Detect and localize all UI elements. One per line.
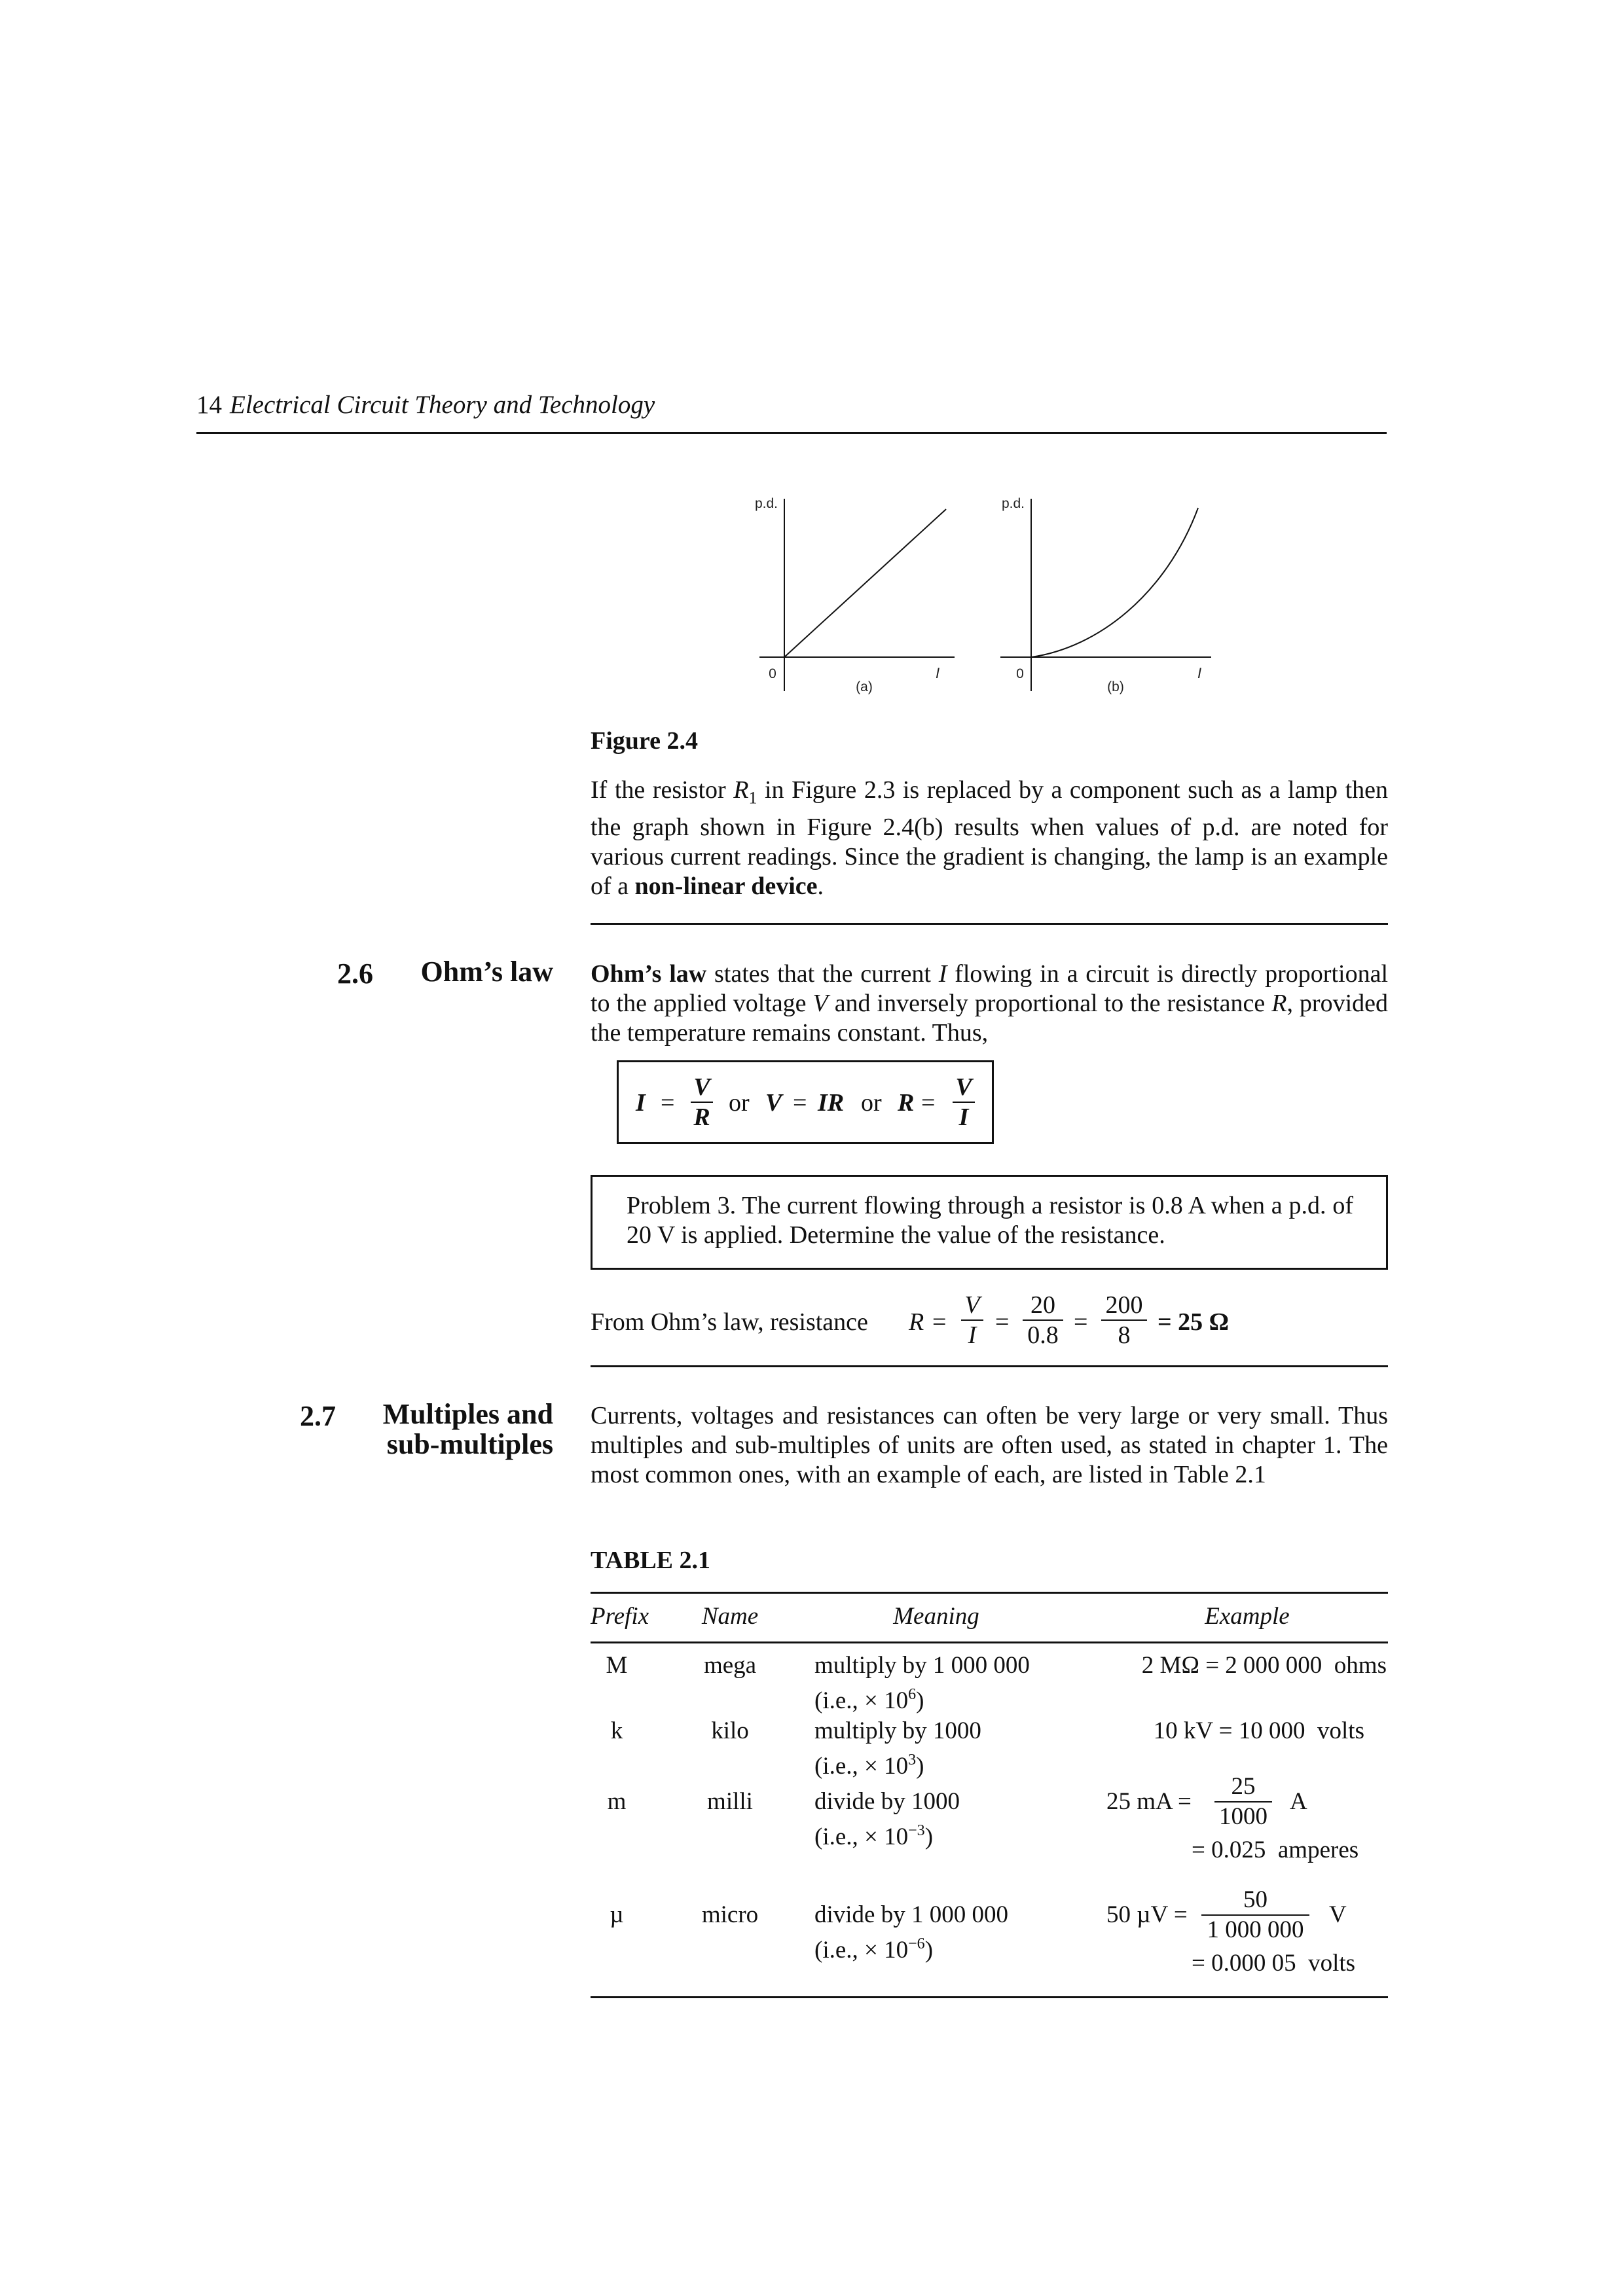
solution-eq-2: =	[995, 1308, 1010, 1336]
table-row-milli-meaning	[814, 1787, 1089, 1852]
table-header-rule	[591, 1641, 1388, 1643]
table-header-name: Name	[701, 1603, 759, 1630]
table-header-prefix: Prefix	[591, 1603, 649, 1630]
graph-b-x-label: I	[1197, 665, 1202, 681]
section-2-7-title	[340, 1399, 553, 1460]
table-top-rule	[591, 1592, 1388, 1594]
table-bottom-rule	[591, 1996, 1388, 1998]
table-row-mega-prefix: M	[606, 1652, 628, 1679]
solution-frac1-num: V	[964, 1291, 980, 1319]
resistor-symbol: R	[733, 776, 749, 804]
solution-frac-20-over-0-8	[1023, 1292, 1063, 1348]
ohms-law-text-b: flowing in a circuit is directly proportional to the applied voltage	[591, 960, 1388, 1017]
formula-I: I	[636, 1089, 646, 1117]
solution-eq-3: =	[1074, 1308, 1088, 1336]
milli-example-unit: A	[1290, 1788, 1307, 1815]
table-row-mega-meaning-2	[814, 1680, 1089, 1715]
formula-fraction-v-over-i	[953, 1074, 975, 1130]
solution-frac3-den: 8	[1118, 1321, 1131, 1349]
formula-IR: IR	[818, 1089, 845, 1117]
solution-frac1-den: I	[968, 1321, 977, 1349]
table-title: TABLE 2.1	[591, 1547, 711, 1574]
table-row-kilo-example: 10 kV = 10 000 volts	[1153, 1717, 1364, 1744]
solution-R: R	[909, 1308, 924, 1336]
var-v: V	[812, 990, 828, 1017]
table-row-mega-example: 2 MΩ = 2 000 000 ohms	[1141, 1652, 1387, 1679]
graph-b	[1000, 496, 1211, 694]
graph-a	[755, 496, 955, 694]
resistor-subscript: 1	[748, 788, 757, 808]
solution-frac-v-over-i	[961, 1292, 983, 1348]
table-row-micro-meaning-1: divide by 1 000 000	[814, 1901, 1008, 1928]
micro-example-line-2: = 0.000 05 volts	[1192, 1950, 1356, 1977]
milli-example-left: 25 mA =	[1106, 1788, 1192, 1815]
solution-frac3-bar	[1101, 1319, 1147, 1321]
formula-frac1-bar	[691, 1102, 713, 1103]
book-title: Electrical Circuit Theory and Technology	[230, 391, 655, 419]
mega-meaning2-text: (i.e., × 10	[814, 1687, 909, 1714]
solution-eq-1: =	[932, 1308, 947, 1336]
table-row-mega-name: mega	[703, 1652, 757, 1679]
multiples-paragraph: Currents, voltages and resistances can often be very large or very small. Thus multiples and sub-multiples of units are often used, as stated in chapter 1. The most common ones, with an example of each, are listed in Table 2.1	[591, 1402, 1388, 1488]
section-2-7-number: 2.7	[300, 1400, 336, 1432]
formula-R: R	[898, 1089, 915, 1117]
formula-frac2-num: V	[955, 1073, 972, 1101]
table-header-example: Example	[1205, 1603, 1290, 1630]
table-row-micro-meaning	[814, 1900, 1089, 1965]
formula-or-1: or	[729, 1089, 750, 1117]
kilo-close: )	[916, 1753, 924, 1780]
graph-b-panel-label: (b)	[1107, 679, 1124, 694]
paragraph-lamp-text-3: .	[817, 872, 824, 900]
milli-exponent: −3	[908, 1822, 925, 1839]
graph-a-linear-line	[784, 509, 946, 657]
micro-frac-den: 1 000 000	[1207, 1916, 1304, 1943]
graph-a-y-label: p.d.	[754, 496, 778, 511]
micro-frac-num: 50	[1243, 1886, 1267, 1913]
micro-close: )	[924, 1937, 934, 1964]
table-row-milli-meaning-2	[814, 1816, 1089, 1852]
formula-frac2-bar	[953, 1102, 975, 1103]
graph-b-y-label: p.d.	[1001, 496, 1025, 511]
formula-eq-1: =	[661, 1089, 675, 1117]
micro-exponent: −6	[908, 1935, 925, 1952]
formula-frac1-num: V	[693, 1073, 710, 1101]
table-row-micro-meaning-2	[814, 1929, 1089, 1965]
milli-meaning2-text: (i.e., × 10	[814, 1823, 909, 1850]
solution-frac2-den: 0.8	[1027, 1321, 1059, 1349]
section-2-6-title: Ohm’s law	[420, 956, 553, 988]
formula-or-2: or	[861, 1089, 882, 1117]
mega-exponent: 6	[908, 1686, 917, 1703]
var-r: R	[1271, 990, 1287, 1017]
table-row-mega-meaning	[814, 1651, 1089, 1715]
table-row-mega-meaning-1: multiply by 1 000 000	[814, 1652, 1030, 1679]
section-2-6-number: 2.6	[337, 958, 373, 990]
table-row-milli-example	[1087, 1770, 1388, 1868]
solution-prefix: From Ohm’s law, resistance	[591, 1308, 868, 1336]
problem-3-text: Problem 3. The current flowing through a resistor is 0.8 A when a p.d. of 20 V is applied. Determine the value of the resistance.	[627, 1192, 1353, 1249]
table-row-micro-name: micro	[701, 1901, 759, 1928]
problem-3-solution	[591, 1283, 1388, 1348]
non-linear-device-term: non-linear device	[634, 872, 818, 900]
micro-meaning2-text: (i.e., × 10	[814, 1937, 909, 1964]
var-i: I	[938, 960, 947, 988]
solution-frac2-num: 20	[1030, 1291, 1055, 1319]
table-row-micro-example	[1087, 1883, 1388, 1981]
ohms-law-term: Ohm’s law	[591, 960, 707, 988]
graph-a-x-label: I	[935, 665, 940, 681]
ohms-law-text-c: and inversely proportional to the resistance	[828, 990, 1272, 1017]
table-row-milli-prefix: m	[607, 1788, 627, 1815]
section-2-7-title-line-2: sub-multiples	[386, 1428, 553, 1460]
page-number: 14	[196, 391, 222, 419]
micro-example-unit: V	[1329, 1901, 1347, 1928]
kilo-exponent: 3	[908, 1751, 917, 1768]
formula-frac1-den: R	[693, 1103, 710, 1131]
table-row-kilo-name: kilo	[711, 1717, 749, 1744]
graph-a-panel-label: (a)	[856, 679, 873, 694]
table-row-milli-name: milli	[707, 1788, 753, 1815]
solution-frac2-bar	[1023, 1319, 1063, 1321]
milli-frac-bar	[1214, 1801, 1272, 1803]
graph-a-origin: 0	[769, 666, 776, 681]
formula-fraction-v-over-r	[691, 1074, 713, 1130]
kilo-meaning2-text: (i.e., × 10	[814, 1753, 909, 1780]
formula-eq-2: =	[793, 1089, 807, 1117]
milli-example-fraction	[1214, 1774, 1272, 1830]
table-row-kilo-meaning	[814, 1716, 1089, 1781]
header-rule	[196, 432, 1387, 434]
formula-frac2-den: I	[958, 1103, 969, 1131]
formula-V: V	[765, 1089, 782, 1117]
milli-frac-num: 25	[1231, 1773, 1256, 1800]
ohms-law-formula-box	[617, 1060, 994, 1144]
micro-example-left: 50 µV =	[1106, 1901, 1188, 1928]
paragraph-lamp-text-1: If the resistor	[591, 776, 734, 804]
table-row-micro-prefix: µ	[610, 1901, 624, 1928]
section-rule-2	[591, 1365, 1388, 1367]
ohms-law-paragraph	[591, 960, 1388, 1048]
solution-frac3-num: 200	[1105, 1291, 1143, 1319]
milli-example-line-2: = 0.025 amperes	[1192, 1837, 1359, 1863]
table-row-kilo-prefix: k	[610, 1717, 623, 1744]
mega-close: )	[916, 1687, 924, 1714]
table-header-meaning: Meaning	[893, 1603, 979, 1630]
ohms-law-text-a: states that the current	[706, 960, 939, 988]
milli-frac-den: 1000	[1219, 1803, 1267, 1830]
micro-frac-bar	[1201, 1914, 1309, 1916]
paragraph-lamp	[591, 776, 1388, 901]
table-row-kilo-meaning-1: multiply by 1000	[814, 1717, 981, 1744]
graph-b-nonlinear-curve	[1031, 508, 1198, 657]
solution-frac-200-over-8	[1101, 1292, 1147, 1348]
figure-graphs	[733, 484, 1244, 733]
table-row-milli-meaning-1: divide by 1000	[814, 1788, 960, 1815]
section-rule	[591, 923, 1388, 925]
formula-eq-3: =	[921, 1089, 936, 1117]
micro-example-fraction	[1201, 1887, 1309, 1943]
ohms-law-text-d: , provided the temperature remains constant. Thus,	[591, 990, 1389, 1047]
section-2-7-title-line-1: Multiples and	[382, 1398, 553, 1430]
figure-caption: Figure 2.4	[591, 727, 698, 755]
paragraph-lamp-text-2: in Figure 2.3 is replaced by a component such as a lamp then the graph shown in Figure 2.4(b) results when values of p.d. are noted for various current readings. Since the gradient is changing, the lamp is an example of a	[591, 776, 1388, 900]
running-header	[196, 390, 655, 420]
graph-b-origin: 0	[1016, 666, 1024, 681]
milli-close: )	[924, 1823, 934, 1850]
table-row-kilo-meaning-2	[814, 1746, 1089, 1781]
figure-2-4	[733, 484, 1244, 733]
solution-frac1-bar	[961, 1319, 983, 1321]
problem-3-box	[591, 1175, 1388, 1270]
solution-result: = 25 Ω	[1158, 1308, 1230, 1336]
